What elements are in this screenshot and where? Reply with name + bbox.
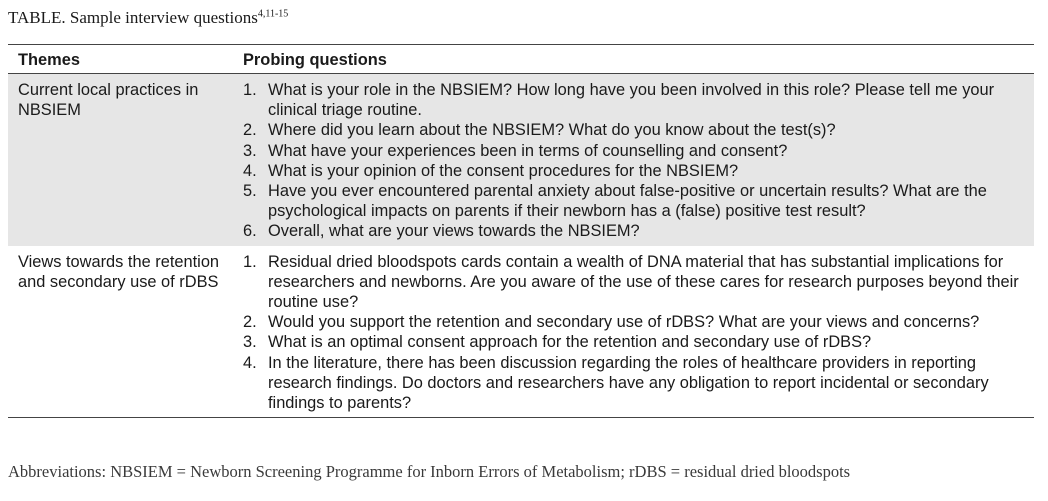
question-number: 5.: [243, 182, 257, 201]
caption-references: 4,11-15: [257, 8, 289, 20]
table-header-row: [8, 45, 1034, 74]
questions-cell: [233, 246, 1034, 418]
question-text: What is an optimal consent approach for the retention and secondary use of rDBS?: [268, 333, 872, 352]
question-item: [243, 312, 1024, 332]
question-item: [243, 141, 1024, 161]
question-number: 2.: [243, 313, 257, 332]
question-item: [243, 353, 1024, 414]
question-number: 2.: [243, 121, 257, 140]
question-text: In the literature, there has been discussion regarding the roles of healthcare providers in reporting research findings. Do doctors and researchers have any obligation to report incidental or secondary findings to parents?: [268, 353, 989, 413]
question-number: 3.: [243, 141, 257, 160]
question-item: [243, 332, 1024, 352]
questions-cell: [233, 74, 1034, 246]
question-text: Would you support the retention and secondary use of rDBS? What are your views and concerns?: [268, 313, 980, 332]
question-number: 1.: [243, 81, 257, 99]
question-item: [243, 161, 1024, 181]
question-text: Where did you learn about the NBSIEM? What do you know about the test(s)?: [268, 121, 836, 140]
question-list: [243, 80, 1024, 242]
question-number: 6.: [243, 222, 257, 241]
caption-title: Sample interview questions: [69, 8, 258, 27]
question-item: [243, 252, 1024, 313]
question-text: Have you ever encountered parental anxiety about false-positive or uncertain results? What are the psychological impacts on parents if their newborn has a (false) positive test result?: [268, 182, 987, 221]
question-list: [243, 252, 1024, 414]
abbreviations-footnote: Abbreviations: NBSIEM = Newborn Screening Programme for Inborn Errors of Metabolism; rDBS = residual dried bloodspots: [8, 462, 851, 481]
question-text: Overall, what are your views towards the NBSIEM?: [268, 222, 640, 241]
caption-label: TABLE.: [8, 8, 66, 27]
table-row: [8, 74, 1034, 246]
question-text: What is your opinion of the consent procedures for the NBSIEM?: [268, 161, 739, 180]
question-number: 4.: [243, 161, 257, 180]
interview-questions-table: [8, 44, 1034, 418]
theme-cell: Current local practices in NBSIEM: [8, 74, 233, 246]
header-themes: Themes: [8, 45, 233, 74]
question-number: 1.: [243, 252, 257, 271]
header-probing-questions: Probing questions: [233, 45, 1034, 74]
question-item: [243, 181, 1024, 221]
theme-cell: Views towards the retention and secondary use of rDBS: [8, 246, 233, 418]
question-text: Residual dried bloodspots cards contain a wealth of DNA material that has substantial implications for researchers and newborns. Are you aware of the use of these cares for research purposes beyond their routine use?: [268, 252, 1019, 312]
question-text: What is your role in the NBSIEM? How long have you been involved in this role? Please tell me your clinical triage routine.: [268, 81, 995, 120]
question-item: [243, 221, 1024, 241]
question-text: What have your experiences been in terms of counselling and consent?: [268, 141, 788, 160]
question-item: [243, 80, 1024, 120]
question-number: 4.: [243, 353, 257, 372]
question-number: 3.: [243, 333, 257, 352]
question-item: [243, 120, 1024, 140]
table-caption: [8, 8, 288, 28]
table-row: [8, 246, 1034, 418]
